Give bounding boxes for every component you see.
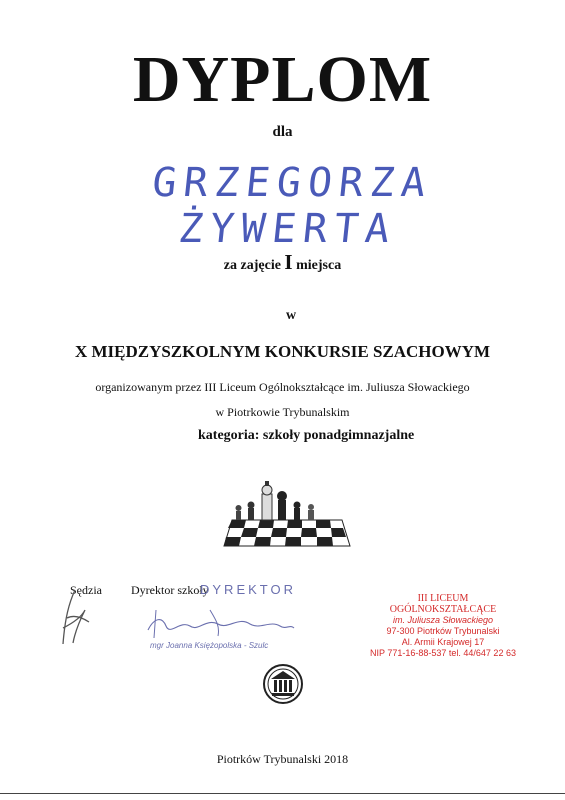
school-stamp-line-2: im. Juliusza Słowackiego — [392, 615, 494, 625]
school-stamp — [368, 593, 518, 659]
recipient-name: GRZEGORZA ŻYWERTA — [150, 160, 435, 252]
place-value: I — [284, 250, 293, 274]
judge-label: Sędzia — [70, 583, 102, 597]
in-word: w — [286, 308, 297, 323]
bottom-divider — [0, 793, 565, 794]
place-line — [0, 250, 565, 275]
contest-name: X MIĘDZYSZKOLNYM KONKURSIE SZACHOWYM — [74, 342, 491, 361]
organizer-line-1: organizowanym przez III Liceum Ogólnokształcące im. Juliusza Słowackiego — [95, 380, 470, 394]
director-stamp-name: mgr Joanna Księżopolska - Szulc — [150, 641, 269, 650]
category-line: kategoria: szkoły ponadgimnazjalne — [198, 428, 415, 443]
school-stamp-line-3: 97-300 Piotrków Trybunalski — [386, 626, 500, 636]
director-stamp-title: DYREKTOR — [200, 582, 296, 597]
chess-pieces-illustration — [222, 480, 352, 555]
place-prefix: za zajęcie — [223, 258, 281, 273]
school-emblem-icon — [262, 663, 304, 710]
organizer-line-2: w Piotrkowie Trybunalskim — [215, 405, 350, 419]
school-stamp-line-5: NIP 771-16-88-537 tel. 44/647 22 63 — [370, 648, 516, 658]
place-and-year: Piotrków Trybunalski 2018 — [216, 752, 349, 766]
diploma-title: DYPLOM — [132, 43, 433, 116]
for-word: dla — [272, 124, 293, 140]
signature-icon — [55, 588, 95, 653]
place-suffix: miejsca — [296, 258, 342, 273]
director-label: Dyrektor szkoły — [131, 583, 209, 597]
school-stamp-line-4: Al. Armii Krajowej 17 — [401, 637, 485, 647]
school-stamp-line-1: III LICEUM OGÓLNOKSZTAŁCĄCE — [389, 593, 497, 615]
